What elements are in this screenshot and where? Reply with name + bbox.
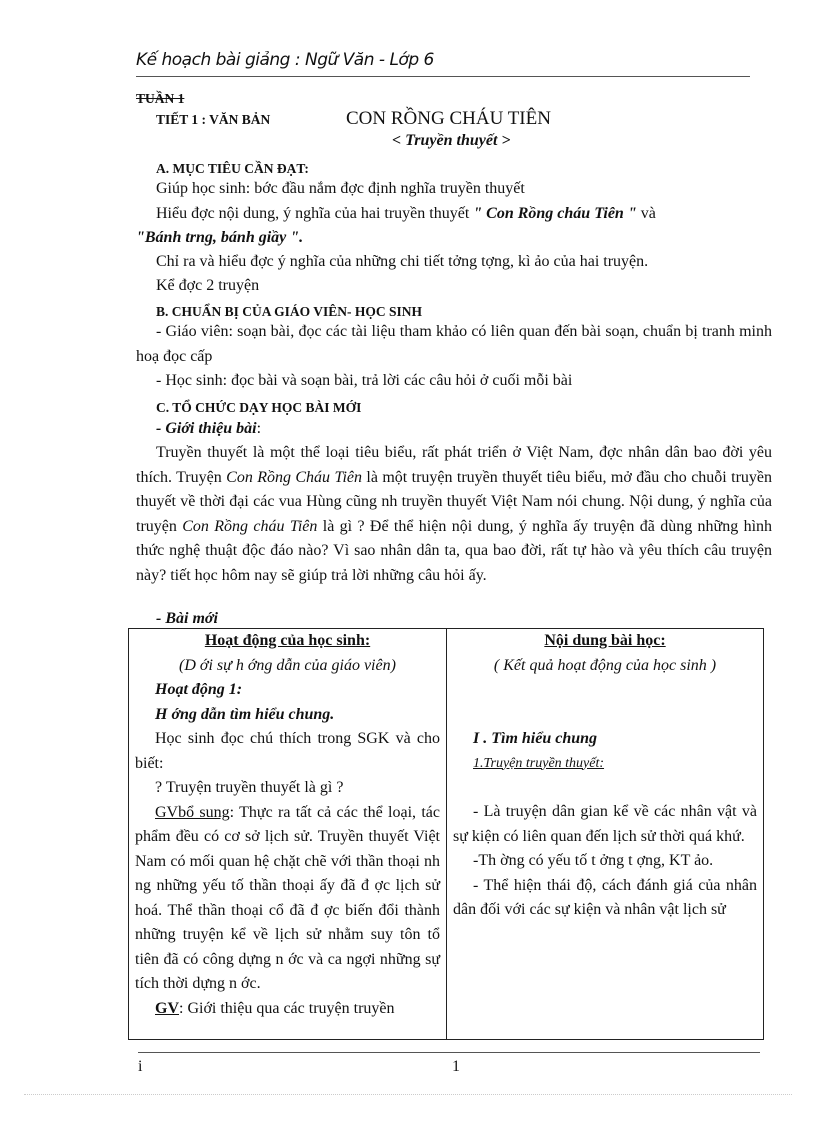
right-column-heading: Nội dung bài học:: [544, 632, 666, 649]
activity-label: Hoạt động 1:: [155, 681, 243, 698]
lesson-label: TIẾT 1 : VĂN BẢN: [156, 112, 271, 127]
right-point-1: - Là truyện dân gian kể về các nhân vật và sự kiện có liên quan đến lịch sử thời quá khứ.: [453, 803, 757, 845]
genre-label: < Truyền thuyết >: [392, 132, 511, 149]
right-point-3: - Thể hiện thái độ, cách đánh giá của nhân dân đối với các sự kiện và nhân vật lịch sử: [453, 876, 757, 918]
left-line1: Học sinh đọc chú thích trong SGK và cho biết:: [135, 730, 440, 772]
section-a-line2: Hiểu đợc nội dung, ý nghĩa của hai truyền thuyết " Con Rồng cháu Tiên " và: [156, 205, 656, 222]
page-bottom-divider: [24, 1094, 792, 1095]
footer-rule: [138, 1052, 760, 1053]
new-lesson-label: - Bài mới: [156, 610, 218, 627]
student-activity-column: [129, 629, 447, 1040]
section-a-line1: Giúp học sinh: bớc đầu nắm đợc định nghĩa truyền thuyết: [156, 180, 525, 197]
left-column-heading: Hoạt động của học sinh:: [204, 632, 371, 649]
section-a-line4: Chỉ ra và hiểu đợc ý nghĩa của những chi tiết tởng tợng, kì ảo của hai truyện.: [156, 253, 649, 270]
section-i-subheading: 1.Truyện truyền thuyết:: [473, 755, 605, 771]
right-point-2: -Th ờng có yếu tố t ởng t ợng, KT ảo.: [473, 852, 714, 869]
intro-paragraph: Truyền thuyết là một thể loại tiêu biểu, rất phát triển ở Việt Nam, đợc nhân dân bao đời yêu thích. Truyện Con Rồng Cháu Tiên là một truyện truyền thuyết tiêu biểu, mở đầu cho chuỗi truyền thuyết về thời đại các vua Hùng cũng nh truyền thuyết Việt Nam nói chung. Nội dung, ý nghĩa của truyện Con Rồng cháu Tiên là gì ? Để thể hiện nội dung, ý nghĩa ấy truyện đã dùng những hình thức nghệ thuật độc đáo nào? Vì sao nhân dân ta, qua bao đời, rất tự hào và yêu thích câu truyện này? tiết học hôm nay sẽ giúp trả lời những câu hỏi ấy.: [136, 444, 773, 584]
page-number: 1: [452, 1058, 460, 1075]
lesson-content-column: [447, 629, 764, 1040]
page-header: Kế hoạch bài giảng : Ngữ Văn - Lớp 6: [136, 50, 434, 70]
section-a-line5: Kể đợc 2 truyện: [156, 277, 260, 294]
right-column-subheading: ( Kết quả hoạt động của học sinh ): [493, 656, 717, 674]
section-b-heading: B. CHUẨN BỊ CỦA GIÁO VIÊN- HỌC SINH: [156, 304, 423, 319]
section-c-heading: C. TỔ CHỨC DẠY HỌC BÀI MỚI: [156, 400, 362, 415]
section-i-heading: I . Tìm hiểu chung: [473, 730, 598, 747]
teacher-note-1: GVbổ sung: Thực ra tất cả các thể loại, tác phẩm đều có cơ sở lịch sử. Truyền thuyết Việt Nam có mối quan hệ chặt chẽ với thần thoại nh ng những yếu tố thần thoại ấy đã đ ợc lịch sử hoá. Thể thần thoại cổ đã đ ợc biến đổi thành những truyện kể về lịch sử nhằm suy tôn tổ tiên đã có công dựng n ớc và ca ngợi những sự tích thời dựng n ớc.: [135, 803, 440, 992]
section-a-line3: "Bánh trng, bánh giầy ".: [136, 229, 304, 246]
left-question: ? Truyện truyền thuyết là gì ?: [155, 779, 344, 796]
teacher-note-2: GV: Giới thiệu qua các truyện truyền: [155, 999, 395, 1017]
section-b-line1: - Giáo viên: soạn bài, đọc các tài liệu tham khảo có liên quan đến bài soạn, chuẩn bị tranh minh hoạ đọc cấp: [136, 323, 772, 365]
section-a-heading: A. MỤC TIÊU CẦN ĐẠT:: [156, 161, 309, 176]
week-label: TUẦN 1: [136, 91, 185, 106]
intro-label: - Giới thiệu bài:: [156, 420, 262, 437]
lesson-table: [128, 628, 764, 1040]
section-b-line2: - Học sinh: đọc bài và soạn bài, trả lời các câu hỏi ở cuối mỗi bài: [156, 372, 573, 389]
footer-left-mark: i: [138, 1058, 143, 1075]
lesson-title: CON RỒNG CHÁU TIÊN: [346, 108, 551, 129]
left-column-subheading: (D ới sự h ớng dẫn của giáo viên): [179, 656, 396, 674]
header-rule: [136, 76, 750, 77]
guide-label: H ớng dẫn tìm hiểu chung.: [155, 705, 335, 723]
